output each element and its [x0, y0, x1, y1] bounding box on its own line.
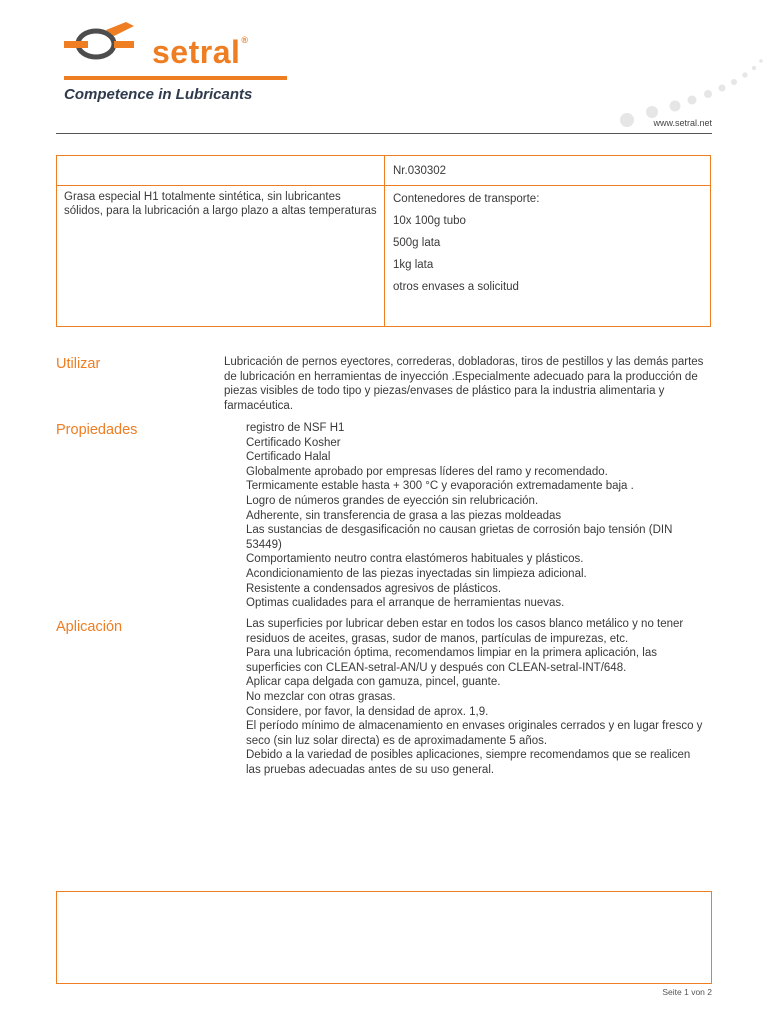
- brand-name: setral®: [152, 34, 249, 70]
- list-item: El período mínimo de almacenamiento en envases originales cerrados y en lugar fresco y seco (sin luz solar directa) es de aproximadamente 5 años.: [246, 720, 703, 747]
- website-url[interactable]: www.setral.net: [653, 118, 712, 128]
- list-item: Certificado Kosher: [246, 436, 341, 449]
- list-item: No mezclar con otras grasas.: [246, 690, 396, 703]
- container-item: 500g lata: [393, 237, 441, 249]
- list-item: Aplicar capa delgada con gamuza, pincel, guante.: [246, 676, 501, 689]
- list-item: Comportamiento neutro contra elastómeros habituales y plásticos.: [246, 553, 584, 566]
- section-label-aplicacion: Aplicación: [56, 619, 123, 635]
- list-item: Las sustancias de desgasificación no causan grietas de corrosión bajo tensión (DIN 53449): [246, 524, 673, 551]
- aplicacion-list: [246, 617, 708, 778]
- header-divider: [56, 133, 712, 134]
- utilizar-text: Lubricación de pernos eyectores, correderas, dobladoras, tiros de pestillos y las demás partes de lubricación en herramientas de inyección .Especialmente adecuado para la producción de piezas visibles de todo tipo y piezas/envases de plástico para la industria alimentaria y farmacéutica.: [224, 356, 704, 412]
- tagline: Competence in Lubricants: [64, 86, 253, 103]
- list-item: Para una lubricación óptima, recomendamos limpiar en la primera aplicación, las superficies con CLEAN-setral-AN/U y después con CLEAN-setral-INT/648.: [246, 647, 658, 674]
- product-number: Nr.030302: [393, 165, 447, 177]
- footer-box: [56, 891, 712, 984]
- list-item: Certificado Halal: [246, 451, 331, 464]
- list-item: Debido a la variedad de posibles aplicaciones, siempre recomendamos que se realicen las pruebas adecuadas antes de su uso general.: [246, 749, 691, 776]
- container-item: 1kg lata: [393, 259, 434, 271]
- decorative-dots: [600, 40, 768, 130]
- list-item: Logro de números grandes de eyección sin relubricación.: [246, 494, 539, 507]
- logo-underline: [64, 76, 287, 80]
- list-item: Acondicionamiento de las piezas inyectadas sin limpieza adicional.: [246, 567, 587, 580]
- list-item: Termicamente estable hasta + 300 °C y evaporación extremadamente baja .: [246, 480, 634, 493]
- registered-mark: ®: [241, 35, 249, 45]
- product-description: Grasa especial H1 totalmente sintética, sin lubricantes sólidos, para la lubricación a largo plazo a altas temperaturas: [64, 191, 377, 217]
- product-info-box: [56, 155, 711, 327]
- propiedades-list: [246, 421, 708, 611]
- section-label-utilizar: Utilizar: [56, 356, 101, 372]
- container-item: 10x 100g tubo: [393, 215, 466, 227]
- box-divider-horizontal: [57, 185, 710, 186]
- list-item: Las superficies por lubricar deben estar en todos los casos blanco metálico y no tener residuos de aceites, grasas, sudor de manos, partículas de impurezas, etc.: [246, 618, 684, 645]
- container-item: otros envases a solicitud: [393, 281, 519, 293]
- list-item: Optimas cualidades para el arranque de herramientas nuevas.: [246, 597, 565, 610]
- list-item: Adherente, sin transferencia de grasa a las piezas moldeadas: [246, 509, 562, 522]
- page-number: Seite 1 von 2: [662, 987, 712, 997]
- list-item: Resistente a condensados agresivos de plásticos.: [246, 582, 502, 595]
- box-divider-vertical: [384, 156, 385, 326]
- container-list: [393, 193, 539, 303]
- section-label-propiedades: Propiedades: [56, 422, 138, 438]
- containers-title: Contenedores de transporte:: [393, 193, 540, 205]
- list-item: Globalmente aprobado por empresas líderes del ramo y recomendado.: [246, 465, 608, 478]
- list-item: registro de NSF H1: [246, 422, 345, 434]
- list-item: Considere, por favor, la densidad de aprox. 1,9.: [246, 705, 489, 718]
